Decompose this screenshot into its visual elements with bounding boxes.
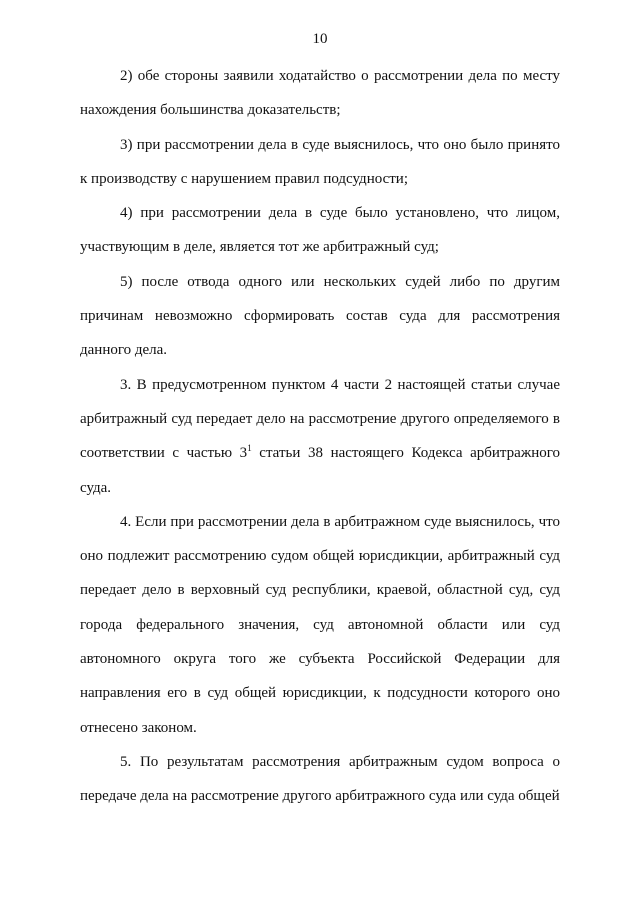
paragraph-part-4: 4. Если при рассмотрении дела в арбитражном суде выяснилось, что оно подлежит рассмотрению судом общей юрисдикции, арбитражный суд передает дело в верховный суд республики, краевой, областной суд, суд города федерального значения, суд автономной области или суд автономного округа того же субъекта Российской Федерации для направления его в суд общей юрисдикции, к подсудности которого оно отнесено законом. — [80, 513, 560, 736]
superscript-mark: 1 — [247, 443, 252, 454]
paragraph-item-2: 2) обе стороны заявили ходатайство о рассмотрении дела по месту нахождения большинства доказательств; — [80, 68, 560, 119]
page-number: 10 — [312, 31, 328, 47]
document-body — [80, 59, 560, 814]
paragraph-part-3-tail: статьи 38 настоящего Кодекса арбитражного суда. — [80, 445, 560, 496]
paragraph-item-5: 5) после отвода одного или нескольких судей либо по другим причинам невозможно сформировать состав суда для рассмотрения данного дела. — [80, 273, 560, 359]
paragraph-item-4: 4) при рассмотрении дела в суде было установлено, что лицом, участвующим в деле, является тот же арбитражный суд; — [80, 205, 560, 256]
paragraph-part-5: 5. По результатам рассмотрения арбитражным судом вопроса о передаче дела на рассмотрение другого арбитражного суда или суда общей — [80, 753, 560, 805]
paragraph-item-3: 3) при рассмотрении дела в суде выяснилось, что оно было принято к производству с нарушением правил подсудности; — [80, 136, 560, 187]
paragraph-part-3 — [80, 368, 560, 505]
paragraph-part-3-text: 3. В предусмотренном пунктом 4 части 2 настоящей статьи случае арбитражный суд передает дело на рассмотрение другого определяемого в соответствии с частью 3 — [80, 376, 560, 462]
